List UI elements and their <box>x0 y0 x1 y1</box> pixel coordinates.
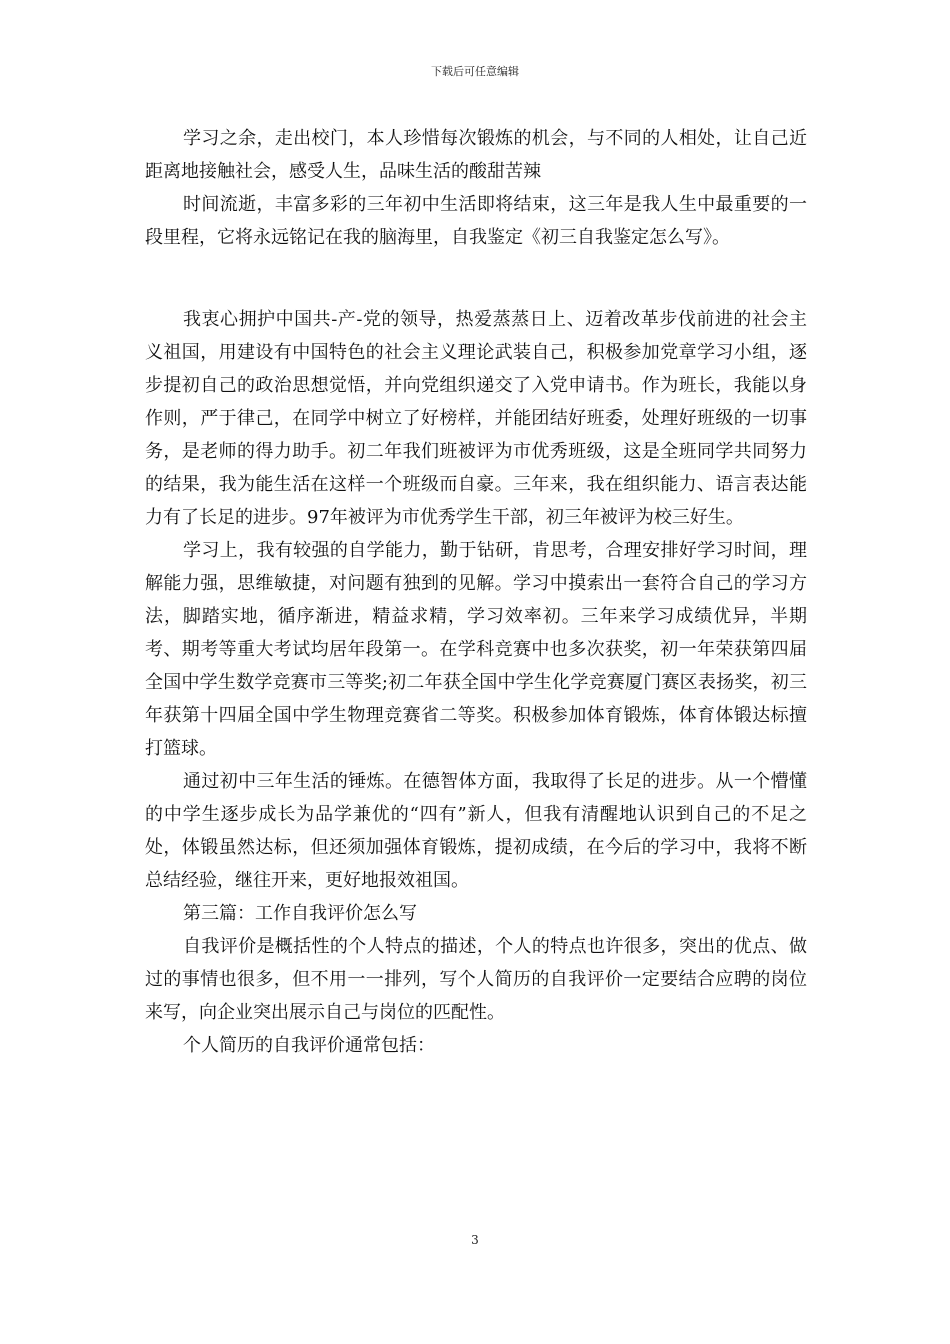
paragraph-self-evaluation-intro: 自我评价是概括性的个人特点的描述，个人的特点也许很多，突出的优点、做过的事情也很多，但不用一一排列，写个人简历的自我评价一定要结合应聘的岗位来写，向企业突出展示自己与岗位的匹配性。 <box>145 936 807 1023</box>
paragraph-study-achievements: 学习上，我有较强的自学能力，勤于钻研，肯思考，合理安排好学习时间，理解能力强，思维敏捷，对问题有独到的见解。学习中摸索出一套符合自己的学习方法，脚踏实地，循序渐进，精益求精，学习效率初。三年来学习成绩优异，半期考、期考等重大考试均居年段第一。在学科竞赛中也多次获奖，初一年荣获第四届全国中学生数学竞赛市三等奖;初二年获全国中学生化学竞赛厦门赛区表扬奖，初三年获第十四届全国中学生物理竞赛省二等奖。积极参加体育锻炼，体育体锻达标擅打篮球。 <box>145 540 807 759</box>
paragraph-summary-growth: 通过初中三年生活的锤炼。在德智体方面，我取得了长足的进步。从一个懵懂的中学生逐步成长为品学兼优的“四有”新人，但我有清醒地认识到自己的不足之处，体锻虽然达标，但还须加强体育锻炼，提初成绩，在今后的学习中，我将不断总结经验，继往开来，更好地报效祖国。 <box>145 771 807 891</box>
paragraph-political-class-leader: 我衷心拥护中国共-产-党的领导，热爱蒸蒸日上、迈着改革步伐前进的社会主义祖国，用建设有中国特色的社会主义理论武装自己，积极参加党章学习小组，逐步提初自己的政治思想觉悟，并向党组织递交了入党申请书。作为班长，我能以身作则，严于律己，在同学中树立了好榜样，并能团结好班委，处理好班级的一切事务，是老师的得力助手。初二年我们班被评为市优秀班级，这是全班同学共同努力的结果，我为能生活在这样一个班级而自豪。三年来，我在组织能力、语言表达能力有了长足的进步。97年被评为市优秀学生干部，初三年被评为校三好生。 <box>145 309 807 528</box>
document-body <box>145 122 807 1062</box>
page-header: 下载后可任意编辑 <box>431 65 519 78</box>
section-heading-third-article: 第三篇：工作自我评价怎么写 <box>183 903 417 924</box>
paragraph-study-outside-school: 学习之余，走出校门，本人珍惜每次锻炼的机会，与不同的人相处，让自己近距离地接触社会，感受人生，品味生活的酸甜苦辣 <box>145 128 807 182</box>
paragraph-three-years-ending: 时间流逝，丰富多彩的三年初中生活即将结束，这三年是我人生中最重要的一段里程，它将永远铭记在我的脑海里，自我鉴定《初三自我鉴定怎么写》。 <box>145 194 807 248</box>
paragraph-self-evaluation-includes: 个人简历的自我评价通常包括： <box>183 1035 435 1056</box>
page-number: 3 <box>471 1233 479 1247</box>
